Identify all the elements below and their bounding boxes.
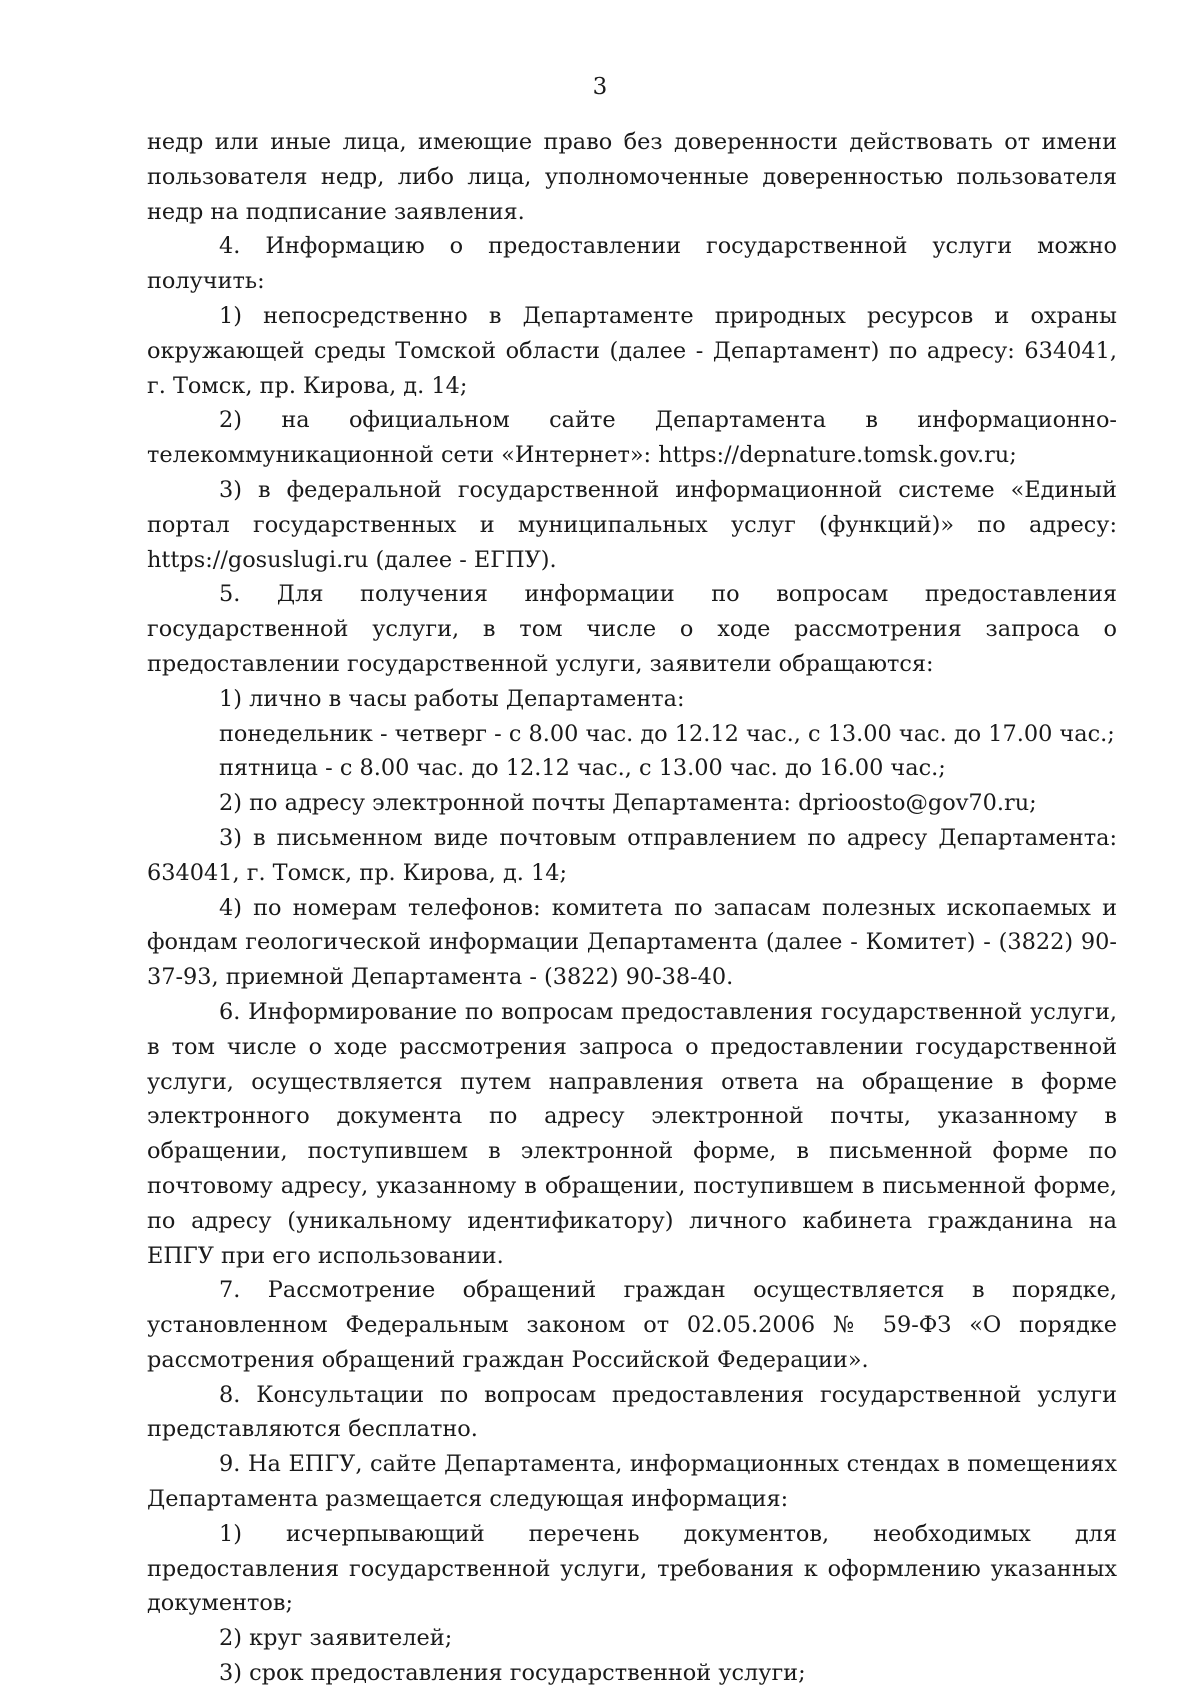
paragraph-subitem: 3) в письменном виде почтовым отправлением по адресу Департамента: 634041, г. Томск, пр. Кирова, д. 14; (147, 824, 1117, 886)
paragraph-subitem: 2) круг заявителей; (219, 1625, 453, 1652)
paragraph-item-9: 9. На ЕПГУ, сайте Департамента, информационных стендах в помещениях Департамента размещается следующая информация: (147, 1451, 1117, 1513)
paragraph-item-7: 7. Рассмотрение обращений граждан осуществляется в порядке, установленном Федеральным законом от 02.05.2006 № 59-ФЗ «О порядке рассмотрения обращений граждан Российской Федерации». (147, 1277, 1117, 1373)
paragraph-subitem: 2) на официальном сайте Департамента в информационно-телекоммуникационной сети «Интернет»: https://depnature.tomsk.gov.ru; (147, 407, 1117, 469)
paragraph-subitem: 1) исчерпывающий перечень документов, необходимых для предоставления государственной услуги, требования к оформлению указанных документов; (147, 1520, 1117, 1617)
page-number: 3 (592, 74, 608, 100)
paragraph-subitem: 2) по адресу электронной почты Департамента: dprioosto@gov70.ru; (219, 790, 1037, 817)
paragraph-subitem: 3) срок предоставления государственной услуги; (219, 1660, 806, 1687)
paragraph-item-5: 5. Для получения информации по вопросам предоставления государственной услуги, в том числе о ходе рассмотрения запроса о предоставлении государственной услуги, заявители обращаются: (147, 581, 1117, 677)
paragraph: недр или иные лица, имеющие право без доверенности действовать от имени пользователя недр, либо лица, уполномоченные доверенностью пользователя недр на подписание заявления. (147, 129, 1117, 225)
document-body (147, 125, 1117, 1691)
paragraph-schedule: пятница - с 8.00 час. до 12.12 час., с 13.00 час. до 16.00 час.; (219, 755, 946, 782)
paragraph-subitem: 4) по номерам телефонов: комитета по запасам полезных ископаемых и фондам геологической информации Департамента (далее - Комитет) - (3822) 90-37-93, приемной Департамента - (3822) 90-38-40. (147, 894, 1117, 991)
paragraph-item-6: 6. Информирование по вопросам предоставления государственной услуги, в том числе о ходе рассмотрения запроса о предоставлении государственной услуги, осуществляется путем направления ответа на обращение в форме электронного документа по адресу электронной почты, указанному в обращении, поступившем в электронной форме, в письменной форме по почтовому адресу, указанному в обращении, поступившем в письменной форме, по адресу (уникальному идентификатору) личного кабинета гражданина на ЕПГУ при его использовании. (147, 998, 1117, 1269)
paragraph-item-8: 8. Консультации по вопросам предоставления государственной услуги представляются бесплатно. (147, 1381, 1117, 1443)
paragraph-subitem: 3) в федеральной государственной информационной системе «Единый портал государственных и муниципальных услуг (функций)» по адресу: https://gosuslugi.ru (далее - ЕГПУ). (147, 476, 1117, 573)
paragraph-schedule: понедельник - четверг - с 8.00 час. до 12.12 час., с 13.00 час. до 17.00 час.; (219, 720, 1115, 747)
paragraph-subitem: 1) лично в часы работы Департамента: (219, 685, 685, 712)
paragraph-subitem: 1) непосредственно в Департаменте природных ресурсов и охраны окружающей среды Томской области (далее - Департамент) по адресу: 634041, г. Томск, пр. Кирова, д. 14; (147, 302, 1117, 399)
paragraph-item-4: 4. Информацию о предоставлении государственной услуги можно получить: (147, 233, 1117, 295)
